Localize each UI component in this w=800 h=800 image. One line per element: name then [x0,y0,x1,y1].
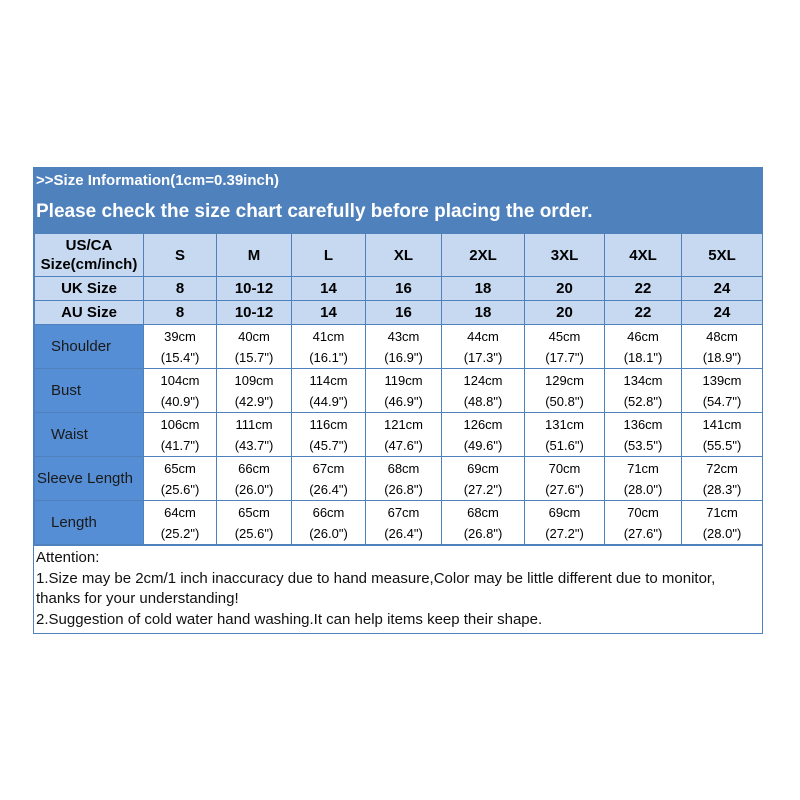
cm-value: 68cm [467,504,499,520]
cm-value: 70cm [627,504,659,520]
au-size-cell: 8 [144,301,217,325]
measurement-cell [605,325,682,369]
cm-value: 136cm [623,416,663,432]
cm-value: 66cm [312,504,345,520]
uk-size-cell: 10-12 [217,277,292,301]
inch-value: (54.7") [702,393,742,409]
cm-value: 48cm [706,328,738,344]
inch-value: (43.7") [234,437,274,453]
measurement-cell [525,325,605,369]
size-header-3xl: 3XL [525,234,605,277]
inch-value: (18.1") [623,349,663,365]
cm-value: 69cm [548,504,581,520]
cm-value: 139cm [702,372,742,388]
inch-value: (18.9") [702,349,742,365]
au-size-cell: 10-12 [217,301,292,325]
inch-value: (42.9") [234,393,274,409]
inch-value: (28.0") [702,525,742,541]
inch-value: (26.8") [463,525,503,541]
inch-value: (53.5") [623,437,663,453]
au-size-cell: 22 [605,301,682,325]
measurement-cell [217,413,292,457]
au-size-label: AU Size [35,301,144,325]
inch-value: (46.9") [384,393,423,409]
inch-value: (27.6") [623,525,663,541]
inch-value: (48.8") [463,393,503,409]
uk-size-cell: 16 [366,277,442,301]
cm-value: 46cm [627,328,659,344]
cm-value: 64cm [164,504,196,520]
measurement-row-shoulder [35,325,763,369]
cm-value: 121cm [383,416,424,432]
size-info-title: >>Size Information(1cm=0.39inch) [36,172,279,189]
uk-size-cell: 22 [605,277,682,301]
measurement-cell [525,369,605,413]
inch-value: (27.2") [463,481,503,497]
measurement-cell [682,413,763,457]
cm-value: 141cm [702,416,742,432]
measurement-cell [682,457,763,501]
size-chart-notice: Please check the size chart carefully before placing the order. [36,201,593,222]
cm-value: 111cm [235,416,273,432]
cm-value: 126cm [463,416,503,432]
measurement-cell [292,369,366,413]
cm-value: 109cm [234,372,274,388]
row-label-length: Length [35,501,144,545]
cm-value: 134cm [623,372,663,388]
cm-value: 45cm [548,328,581,344]
measurement-cell [292,413,366,457]
cm-value: 106cm [160,416,200,432]
measurement-cell [366,413,442,457]
inch-value: (52.8") [623,393,663,409]
cm-value: 66cm [238,460,270,476]
measurement-cell [366,325,442,369]
cm-value: 114cm [309,372,348,388]
measurement-cell [144,413,217,457]
cm-value: 116cm [309,416,348,432]
cm-value: 129cm [544,372,585,388]
cm-value: 69cm [467,460,499,476]
inch-value: (15.4") [160,349,200,365]
measurement-cell [525,457,605,501]
inch-value: (27.6") [545,481,584,497]
row-label-waist: Waist [35,413,144,457]
inch-value: (50.8") [545,393,584,409]
inch-value: (28.3") [702,481,742,497]
size-table [34,233,763,545]
measurement-cell [217,325,292,369]
attention-title: Attention: [36,549,100,566]
size-header-5xl: 5XL [682,234,763,277]
inch-value: (49.6") [463,437,503,453]
row-label-bust: Bust [35,369,144,413]
measurement-cell [442,369,525,413]
inch-value: (45.7") [309,437,348,453]
cm-value: 67cm [387,504,420,520]
au-size-cell: 16 [366,301,442,325]
inch-value: (17.3") [463,349,503,365]
cm-value: 72cm [706,460,738,476]
inch-value: (28.0") [623,481,663,497]
inch-value: (26.0") [309,525,348,541]
measurement-cell [605,457,682,501]
measurement-cell [442,501,525,545]
measurement-cell [682,369,763,413]
inch-value: (41.7") [160,437,200,453]
attention-note-1: 1.Size may be 2cm/1 inch inaccuracy due to hand measure,Color may be little different due to monitor, thanks for your understanding! [36,569,716,607]
au-size-cell: 20 [525,301,605,325]
au-size-row [35,301,763,325]
au-size-cell: 24 [682,301,763,325]
size-label-line-2: Size(cm/inch) [40,256,138,273]
inch-value: (16.9") [384,349,423,365]
inch-value: (25.6") [234,525,274,541]
inch-value: (16.1") [309,349,348,365]
cm-value: 44cm [467,328,499,344]
measurement-cell [144,457,217,501]
measurement-cell [682,325,763,369]
measurement-cell [144,369,217,413]
size-header-row [35,234,763,277]
header-band [34,168,762,233]
measurement-row-bust [35,369,763,413]
measurement-cell [525,413,605,457]
uk-size-cell: 8 [144,277,217,301]
measurement-cell [217,457,292,501]
cm-value: 124cm [463,372,503,388]
measurement-cell [525,501,605,545]
inch-value: (40.9") [160,393,200,409]
cm-value: 41cm [312,328,345,344]
cm-value: 71cm [706,504,738,520]
inch-value: (17.7") [545,349,584,365]
inch-value: (55.5") [702,437,742,453]
cm-value: 71cm [627,460,659,476]
cm-value: 104cm [160,372,200,388]
uk-size-row [35,277,763,301]
measurement-cell [442,413,525,457]
size-header-m: M [217,234,292,277]
attention-notes [34,545,762,633]
measurement-cell [682,501,763,545]
measurement-cell [292,457,366,501]
measurement-cell [366,457,442,501]
inch-value: (26.4") [309,481,348,497]
uk-size-cell: 14 [292,277,366,301]
size-label-line-1: US/CA [65,237,113,254]
inch-value: (26.8") [384,481,423,497]
inch-value: (51.6") [545,437,584,453]
measurement-cell [605,501,682,545]
uk-size-label: UK Size [35,277,144,301]
measurement-row-length [35,501,763,545]
inch-value: (27.2") [545,525,584,541]
cm-value: 43cm [387,328,420,344]
measurement-row-sleeve-length [35,457,763,501]
uk-size-cell: 24 [682,277,763,301]
cm-value: 65cm [164,460,196,476]
inch-value: (26.0") [234,481,274,497]
row-label-shoulder: Shoulder [35,325,144,369]
measurement-cell [442,457,525,501]
measurement-cell [366,369,442,413]
measurement-row-waist [35,413,763,457]
row-label-sleeve-length: Sleeve Length [35,457,144,501]
inch-value: (25.6") [160,481,200,497]
size-header-xl: XL [366,234,442,277]
inch-value: (15.7") [234,349,274,365]
uk-size-cell: 18 [442,277,525,301]
size-header-s: S [144,234,217,277]
measurement-cell [217,501,292,545]
size-header-4xl: 4XL [605,234,682,277]
au-size-cell: 14 [292,301,366,325]
attention-note-2: 2.Suggestion of cold water hand washing.It can help items keep their shape. [36,610,543,628]
size-column-label [35,234,144,277]
cm-value: 39cm [164,328,196,344]
cm-value: 67cm [312,460,345,476]
uk-size-cell: 20 [525,277,605,301]
cm-value: 70cm [548,460,581,476]
au-size-cell: 18 [442,301,525,325]
measurement-cell [217,369,292,413]
cm-value: 131cm [544,416,585,432]
cm-value: 119cm [384,372,423,388]
measurement-cell [292,325,366,369]
measurement-cell [442,325,525,369]
cm-value: 68cm [387,460,420,476]
size-header-2xl: 2XL [442,234,525,277]
inch-value: (26.4") [384,525,423,541]
inch-value: (47.6") [384,437,423,453]
inch-value: (25.2") [160,525,200,541]
measurement-cell [144,501,217,545]
cm-value: 40cm [238,328,270,344]
measurement-cell [144,325,217,369]
size-header-l: L [292,234,366,277]
cm-value: 65cm [238,504,270,520]
inch-value: (44.9") [309,393,348,409]
measurement-cell [605,413,682,457]
measurement-cell [292,501,366,545]
size-chart [33,167,763,634]
measurement-cell [605,369,682,413]
measurement-cell [366,501,442,545]
